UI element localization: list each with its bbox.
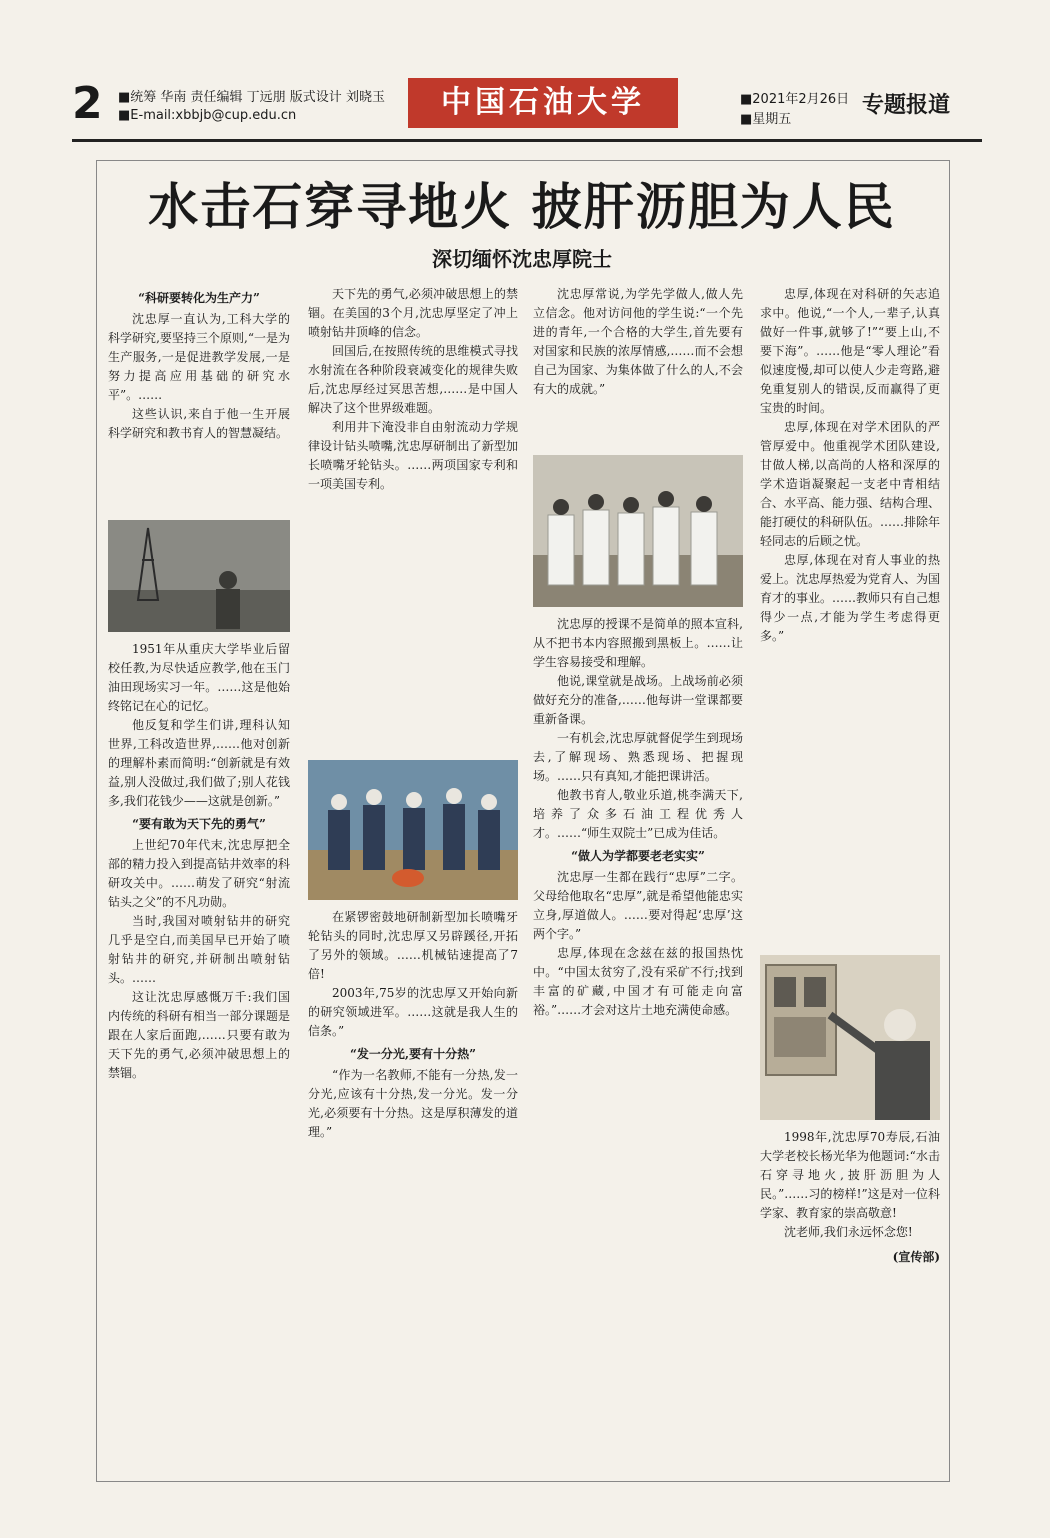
column-4-top xyxy=(760,285,940,945)
section-title: 专题报道 xyxy=(862,93,951,118)
paragraph: 天下先的勇气,必须冲破思想上的禁锢。在美国的3个月,沈忠厚坚定了冲上喷射钻井顶峰的信念。 xyxy=(308,287,518,339)
paragraph: 忠厚,体现在对科研的矢志追求中。他说,“一个人,一辈子,认真做好一件事,就够了!”“要上山,不要下海”。……他是“零人理论”看似速度慢,却可以使人少走弯路,避免重复别人的错误,反而赢得了更宝贵的时间。 xyxy=(760,287,940,415)
paragraph: 一有机会,沈忠厚就督促学生到现场去,了解现场、熟悉现场、把握现场。……只有真知,才能把课讲活。 xyxy=(533,731,743,783)
column-1-bottom xyxy=(108,640,290,1460)
column-4-bottom xyxy=(760,1128,940,1450)
section-heading: “做人为学都要老老实实” xyxy=(571,849,705,863)
paragraph: 在紧锣密鼓地研制新型加长喷嘴牙轮钻头的同时,沈忠厚又另辟蹊径,开拓了另外的领域。……机械钻速提高了7倍! xyxy=(308,910,518,981)
paragraph: 他反复和学生们讲,理科认知世界,工科改造世界,……他对创新的理解朴素而简明:“创新就是有效益,别人没做过,我们做了;别人花钱多,我们花钱少——这就是创新。” xyxy=(108,718,290,808)
section-heading: “发一分光,要有十分热” xyxy=(350,1047,476,1061)
newspaper-logo: 中国石油大学 xyxy=(408,78,678,128)
paragraph: 忠厚,体现在对育人事业的热爱上。沈忠厚热爱为党育人、为国育才的事业。……教师只有自己想得少一点,才能为学生考虑得更多。” xyxy=(760,553,940,643)
photo-field-workers xyxy=(308,760,518,900)
photo-exhibition-visit xyxy=(760,955,940,1120)
article-subheadline: 深切缅怀沈忠厚院士 xyxy=(432,247,612,271)
paragraph: 沈忠厚一生都在践行“忠厚”二字。父母给他取名“忠厚”,就是希望他能忠实立身,厚道做人。……要对得起‘忠厚’这两个字。” xyxy=(533,870,743,941)
editor-credits: ■统筹 华南 责任编辑 丁远朋 版式设计 刘晓玉 xyxy=(118,90,385,105)
paragraph: 当时,我国对喷射钻井的研究几乎是空白,而美国早已开始了喷射钻井的研究,并研制出喷射钻头。…… xyxy=(108,914,290,985)
paragraph: 忠厚,体现在念兹在兹的报国热忱中。“中国太贫穷了,没有采矿不行;找到丰富的矿藏,中国才有可能走向富裕。”……才会对这片土地充满使命感。 xyxy=(533,946,743,1017)
photo-oil-derrick xyxy=(108,520,290,632)
column-2-bottom xyxy=(308,908,518,1460)
paragraph: 他教书育人,敬业乐道,桃李满天下,培养了众多石油工程优秀人才。……“师生双院士”已成为佳话。 xyxy=(533,788,743,840)
masthead xyxy=(72,78,982,136)
paragraph: “作为一名教师,不能有一分热,发一分光,应该有十分热,发一分光。发一分光,必须要有十分热。这是厚积薄发的道理。” xyxy=(308,1068,518,1139)
column-3-bottom xyxy=(533,615,743,1460)
paragraph: 忠厚,体现在对学术团队的严管厚爱中。他重视学术团队建设,甘做人梯,以高尚的人格和深厚的学术造诣凝聚起一支老中青相结合、水平高、能力强、结构合理、能打硬仗的科研队伍。……排除年轻同志的后顾之忧。 xyxy=(760,420,940,548)
article-signature: (宣传部) xyxy=(892,1250,940,1264)
section-heading: “要有敢为天下先的勇气” xyxy=(132,817,266,831)
paragraph: 这让沈忠厚感慨万千:我们国内传统的科研有相当一部分课题是跟在人家后面跑,……只要有敢为天下先的勇气,必须冲破思想上的禁锢。 xyxy=(108,990,290,1080)
paragraph: 回国后,在按照传统的思维模式寻找水射流在各种阶段衰减变化的规律失败后,沈忠厚经过冥思苦想,……是中国人解决了这个世界级难题。 xyxy=(308,344,518,415)
issue-date: ■2021年2月26日 xyxy=(740,92,850,107)
paragraph: 2003年,75岁的沈忠厚又开始向新的研究领域进军。……这就是我人生的信条。” xyxy=(308,986,518,1038)
article-headline: 水击石穿寻地火 披肝沥胆为人民 xyxy=(148,178,896,236)
section-heading: “科研要转化为生产力” xyxy=(138,291,260,305)
issue-weekday: ■星期五 xyxy=(740,112,792,127)
editor-email: ■E-mail:xbbjb@cup.edu.cn xyxy=(118,108,297,123)
paragraph: 沈忠厚常说,为学先学做人,做人先立信念。他对访问他的学生说:“一个先进的青年,一个合格的大学生,首先要有对国家和民族的浓厚情感,……而不会想自己为国家、为集体做了什么的人,不会有大的成就。” xyxy=(533,287,743,396)
masthead-rule xyxy=(72,139,982,142)
paragraph: 利用井下淹没非自由射流动力学规律设计钻头喷嘴,沈忠厚研制出了新型加长喷嘴牙轮钻头。……两项国家专利和一项美国专利。 xyxy=(308,420,518,491)
paragraph: 沈忠厚一直认为,工科大学的科学研究,要坚持三个原则,“一是为生产服务,一是促进教学发展,一是努力提高应用基础的研究水平”。…… xyxy=(108,312,290,402)
paragraph: 沈老师,我们永远怀念您! xyxy=(784,1225,913,1239)
page-number: 2 xyxy=(72,78,103,129)
column-3-top xyxy=(533,285,743,450)
column-1-top xyxy=(108,285,290,515)
paragraph: 1998年,沈忠厚70寿辰,石油大学老校长杨光华为他题词:“水击石穿寻地火,披肝沥胆为人民。”……习的榜样!”这是对一位科学家、教育家的崇高敬意! xyxy=(760,1130,940,1220)
paragraph: 这些认识,来自于他一生开展科学研究和教书育人的智慧凝结。 xyxy=(108,407,290,440)
photo-lab-group xyxy=(533,455,743,607)
paragraph: 上世纪70年代末,沈忠厚把全部的精力投入到提高钻井效率的科研攻关中。……萌发了研究“射流钻头之父”的不凡功勋。 xyxy=(108,838,290,909)
paragraph: 沈忠厚的授课不是简单的照本宣科,从不把书本内容照搬到黑板上。……让学生容易接受和理解。 xyxy=(533,617,743,669)
column-2-top xyxy=(308,285,518,750)
paragraph: 1951年从重庆大学毕业后留校任教,为尽快适应教学,他在玉门油田现场实习一年。……这是他始终铭记在心的记忆。 xyxy=(108,642,290,713)
paragraph: 他说,课堂就是战场。上战场前必须做好充分的准备,……他每讲一堂课都要重新备课。 xyxy=(533,674,743,726)
